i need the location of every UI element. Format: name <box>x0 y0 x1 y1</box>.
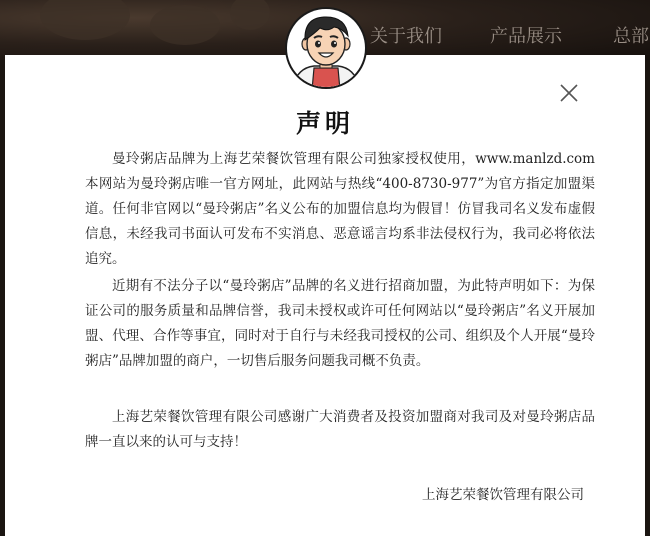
nav-item-about[interactable]: 关于我们 <box>370 26 442 47</box>
statement-paragraph: 上海艺荣餐饮管理有限公司感谢广大消费者及投资加盟商对我司及对曼玲粥店品牌一直以来的认可与支持！ <box>85 409 595 450</box>
statement-paragraph: 近期有不法分子以“曼玲粥店”品牌的名义进行招商加盟，为此特声明如下：为保证公司的服务质量和品牌信誉，我司未授权或许可任何网站以“曼玲粥店”名义开展加盟、代理、合作等事宜，同时对于自行与未经我司授权的公司、组织及个人开展“曼玲粥店”品牌加盟的商户，一切售后服务问题我司概不负责。 <box>85 278 595 369</box>
close-icon <box>557 81 581 105</box>
modal-title: 声明 <box>295 109 354 138</box>
nav-item-headquarters[interactable]: 总部 <box>613 26 649 47</box>
statement-paragraph: 曼玲粥店品牌为上海艺荣餐饮管理有限公司独家授权使用，www.manlzd.com本网站为曼玲粥店唯一官方网址，此网站与热线“400-8730-977”为官方指定加盟渠道。任何非官网以“曼玲粥店”名义公布的加盟信息均为假冒！仿冒我司名义发布虚假信息，未经我司书面认可发布不实消息、恶意谣言均系非法侵权行为，我司必将依法追究。 <box>85 151 595 267</box>
close-button[interactable] <box>557 81 581 105</box>
chef-avatar-icon <box>284 6 368 90</box>
company-signature: 上海艺荣餐饮管理有限公司 <box>422 487 584 503</box>
statement-modal <box>5 55 645 536</box>
avatar <box>284 6 368 90</box>
nav-item-products[interactable]: 产品展示 <box>490 26 562 47</box>
